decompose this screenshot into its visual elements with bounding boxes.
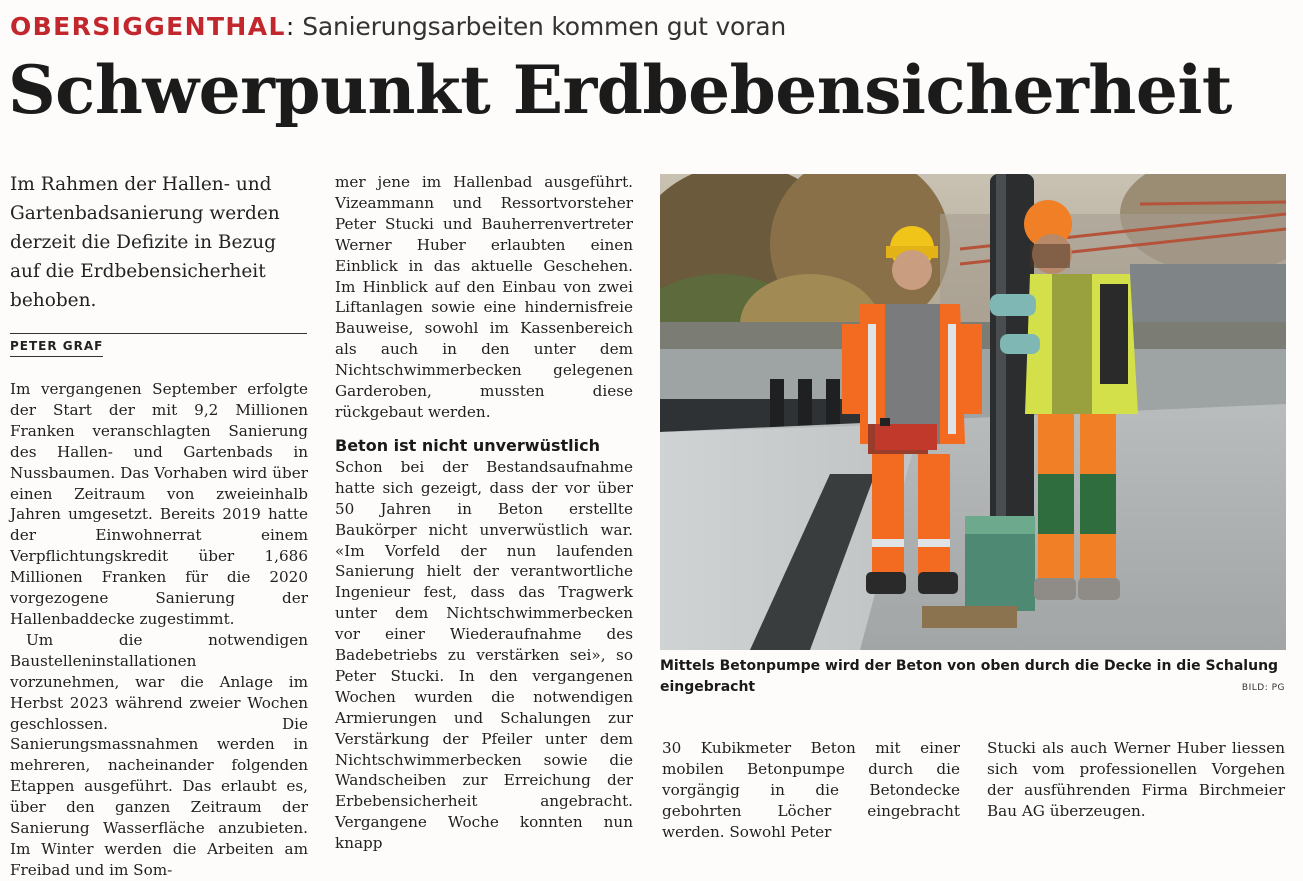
byline-rule xyxy=(10,333,307,334)
kicker-separator: : xyxy=(285,12,295,41)
paragraph: 30 Kubikmeter Beton mit einer mobilen Betonpumpe durch die vorgängig in die Betondecke gebohrten Löcher eingebracht werden. Sowohl Peter xyxy=(662,739,960,841)
paragraph: mer jene im Hallenbad ausgeführt. Vizeammann und Ressortvorsteher Peter Stucki und Bauherrenvertreter Werner Huber erlaubten einen Einblick in das aktuelle Geschehen. Im Hinblick auf den Einbau von zwei Liftanlagen sowie eine hindernisfreie Bauweise, sowohl im Kassenbereich als auch in den unter dem Nichtschwimmerbecken gelegenen Garderoben, mussten diese rückgebaut werden. xyxy=(335,173,633,421)
paragraph: Im vergangenen September erfolgte der Start der mit 9,2 Millionen Franken veranschlagten Sanierung des Hallen- und Gartenbads in Nussbaumen. Das Vorhaben wird über einen Zeitraum von zweieinhalb Jahren umgesetzt. Bereits 2019 hatte der Einwohnerrat einem Verpflichtungskredit über 1,686 Millionen Franken für die 2020 vorgezogene Sanierung der Hallenbaddecke zugestimmt. xyxy=(10,380,308,628)
paragraph: Schon bei der Bestandsaufnahme hatte sich gezeigt, dass der vor über 50 Jahren in Beton erstellte Baukörper nicht unverwüstlich war. «Im Vorfeld der nun laufenden Sanierung hielt der verantwortliche Ingenieur fest, dass das Tragwerk unter dem Nichtschwimmerbecken vor einer Wiederaufnahme des Badebetriebs zu verstärken sei», so Peter Stucki. In den vergangenen Wochen wurden die notwendigen Armierungen und Schalungen zur Verstärkung der Pfeiler unter dem Nichtschwimmerbecken sowie die Wandscheiben zur Erreichung der Erbebensicherheit angebracht. Vergangene Woche konnten nun knapp xyxy=(335,457,633,853)
headline: Schwerpunkt Erdbebensicherheit xyxy=(8,51,1232,129)
article-column-2 xyxy=(335,172,633,854)
paragraph: Stucki als auch Werner Huber liessen sich vom professionellen Vorgehen der ausführenden Firma Birchmeier Bau AG überzeugen. xyxy=(987,739,1285,820)
subheading: Beton ist nicht unverwüstlich xyxy=(335,435,600,455)
article-photo xyxy=(660,174,1286,650)
article-column-3 xyxy=(662,738,960,843)
article-column-1 xyxy=(10,379,308,881)
kicker xyxy=(10,12,786,41)
construction-workers-photo xyxy=(660,174,1286,650)
kicker-subtitle: Sanierungsarbeiten kommen gut voran xyxy=(302,12,786,41)
article-column-4 xyxy=(987,738,1285,822)
kicker-place: OBERSIGGENTHAL xyxy=(10,12,286,41)
photo-caption: Mittels Betonpumpe wird der Beton von oben durch die Decke in die Schalung eingebracht xyxy=(660,658,1279,695)
lead-text: Im Rahmen der Hallen- und Gartenbadsanierung werden derzeit die Defizite in Bezug auf die Erdbebensicherheit behoben. xyxy=(10,174,280,311)
paragraph: Um die notwendigen Baustelleninstallationen vorzunehmen, war die Anlage im Herbst 2023 während zweier Wochen geschlossen. Die Sanierungsmassnahmen werden in mehreren, nacheinander folgenden Etappen ausgeführt. Das erlaubt es, über den ganzen Zeitraum der Sanierung Wasserfläche anzubieten. Im Winter werden die Arbeiten am Freibad und im Som- xyxy=(10,630,308,879)
byline: PETER GRAF xyxy=(10,339,103,357)
photo-credit: BILD: PG xyxy=(1241,683,1285,693)
lead-paragraph xyxy=(10,170,310,315)
